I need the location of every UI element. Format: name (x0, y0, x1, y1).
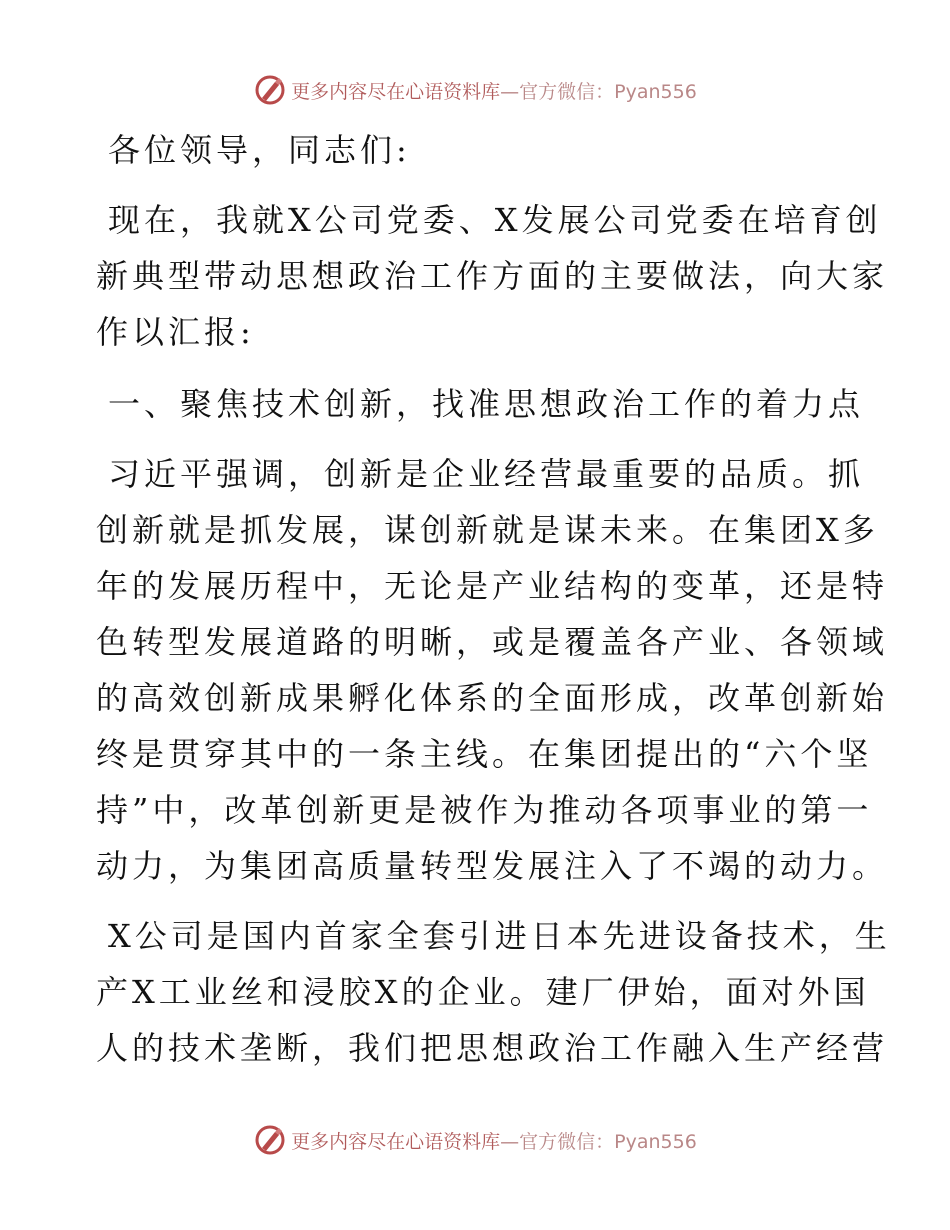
watermark-main-text: 更多内容尽在心语资料库 (291, 80, 501, 103)
paragraph-line: 习近平强调，创新是企业经营最重要的品质。抓 (108, 455, 865, 493)
section-heading: 一、聚焦技术创新，找准思想政治工作的着力点 (108, 385, 865, 423)
paragraph-line: 新典型带动思想政治工作方面的主要做法，向大家 (96, 257, 889, 295)
paragraph-line: 作以汇报: (96, 313, 255, 351)
paragraph-line: 的高效创新成果孵化体系的全面形成，改革创新始 (96, 679, 889, 717)
watermark-sub-text: —官方微信：Pyan556 (500, 1130, 697, 1153)
paragraph-line: 持”中，改革创新更是被作为推动各项事业的第一 (96, 791, 873, 829)
watermark-main-text: 更多内容尽在心语资料库 (291, 1130, 501, 1153)
paragraph-line: 终是贯穿其中的一条主线。在集团提出的“六个坚 (96, 735, 873, 773)
pen-logo-icon (253, 73, 287, 107)
greeting: 各位领导，同志们: (108, 131, 411, 169)
watermark-sub-text: —官方微信：Pyan556 (500, 80, 697, 103)
footer-watermark (0, 1120, 950, 1160)
paragraph-company (96, 908, 891, 1076)
paragraph-line: 年的发展历程中，无论是产业结构的变革，还是特 (96, 567, 889, 605)
document-body (96, 118, 891, 1076)
header-watermark (0, 70, 950, 110)
paragraph-line: 产X工业丝和浸胶X的企业。建厂伊始，面对外国 (96, 973, 870, 1011)
pen-logo-icon (253, 1123, 287, 1157)
paragraph-line: 人的技术垄断，我们把思想政治工作融入生产经营 (96, 1029, 889, 1067)
paragraph-line: 现在，我就X公司党委、X发展公司党委在培育创 (108, 201, 882, 239)
paragraph-line: 色转型发展道路的明晰，或是覆盖各产业、各领域 (96, 623, 889, 661)
paragraph-line: 动力，为集团高质量转型发展注入了不竭的动力。 (96, 847, 889, 885)
paragraph-innovation (96, 446, 889, 894)
paragraph-line: X公司是国内首家全套引进日本先进设备技术，生 (108, 917, 891, 955)
intro-paragraph (96, 192, 889, 360)
paragraph-line: 创新就是抓发展，谋创新就是谋未来。在集团X多 (96, 511, 879, 549)
